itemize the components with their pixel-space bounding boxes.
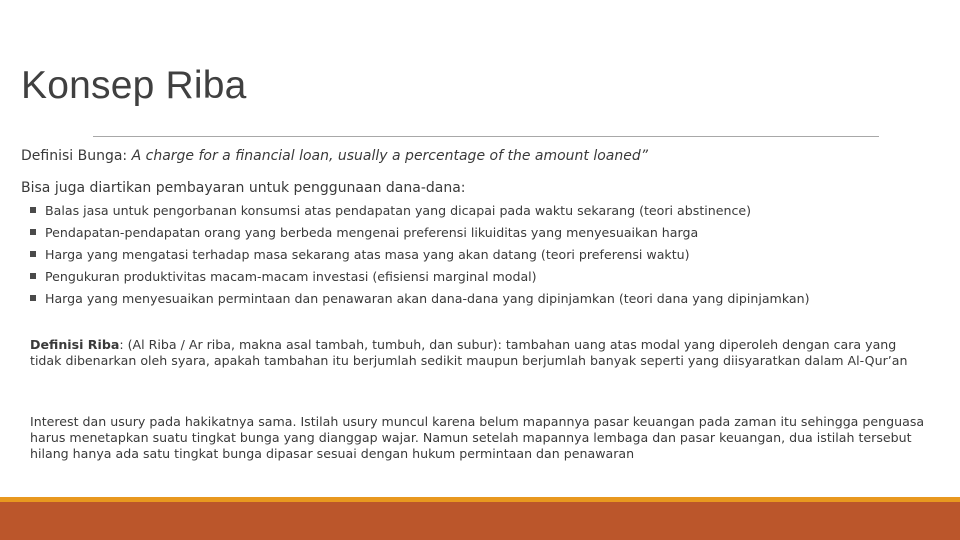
list-item (30, 268, 810, 290)
title-divider (93, 136, 879, 137)
square-bullet-icon (30, 207, 36, 213)
slide-title: Konsep Riba (21, 64, 247, 107)
list-item-text: Harga yang menyesuaikan permintaan dan penawaran akan dana-dana yang dipinjamkan (teori dana yang dipinjamkan) (45, 291, 810, 306)
definition-bunga-label: Definisi Bunga: (21, 148, 132, 164)
definition-riba-label: Definisi Riba (30, 337, 120, 352)
list-item (30, 290, 810, 312)
list-item-text: Pengukuran produktivitas macam-macam investasi (efisiensi marginal modal) (45, 269, 537, 284)
list-item-text: Harga yang mengatasi terhadap masa sekarang atas masa yang akan datang (teori preferensi waktu) (45, 247, 690, 262)
definition-riba (30, 337, 930, 369)
list-item-text: Balas jasa untuk pengorbanan konsumsi atas pendapatan yang dicapai pada waktu sekarang (teori abstinence) (45, 203, 752, 218)
bullet-list (30, 202, 810, 312)
square-bullet-icon (30, 251, 36, 257)
interest-paragraph: Interest dan usury pada hakikatnya sama. Istilah usury muncul karena belum mapannya pasar keuangan pada zaman itu sehingga penguasa harus menetapkan suatu tingkat bunga yang dianggap wajar. Namun setelah mapannya lembaga dan pasar keuangan, dua istilah tersebut hilang hanya ada satu tingkat bunga dipasar sesuai dengan hukum permintaan dan penawaran (30, 414, 925, 461)
square-bullet-icon (30, 295, 36, 301)
intro-text: Bisa juga diartikan pembayaran untuk penggunaan dana-dana: (21, 180, 466, 196)
list-item (30, 224, 810, 246)
square-bullet-icon (30, 229, 36, 235)
list-item-text: Pendapatan-pendapatan orang yang berbeda mengenai preferensi likuiditas yang menyesuaikan harga (45, 225, 699, 240)
definition-bunga-text: A charge for a financial loan, usually a percentage of the amount loaned” (131, 148, 649, 164)
footer-bar (0, 502, 960, 540)
square-bullet-icon (30, 273, 36, 279)
definition-riba-text: : (Al Riba / Ar riba, makna asal tambah, tumbuh, dan subur): tambahan uang atas modal yang diperoleh dengan cara yang tidak dibenarkan oleh syara, apakah tambahan itu berjumlah sedikit maupun berjumlah banyak seperti yang diisyaratkan dalam Al-Qur’an (30, 337, 908, 368)
list-item (30, 246, 810, 268)
definition-bunga (21, 148, 648, 164)
list-item (30, 202, 810, 224)
